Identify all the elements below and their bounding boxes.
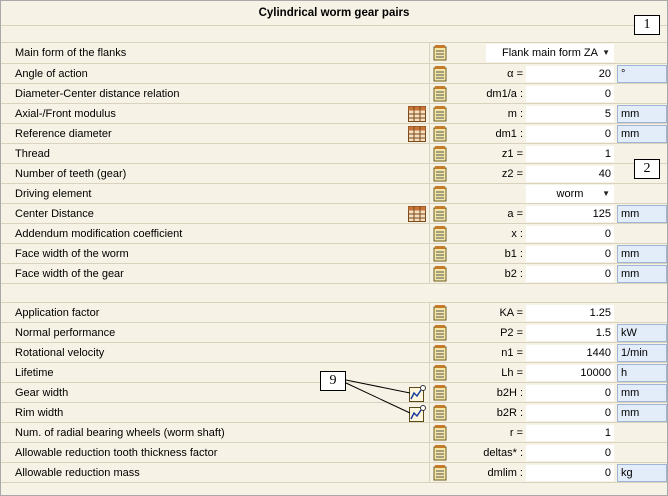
chevron-down-icon: ▼ — [602, 48, 610, 57]
row-teeth — [1, 163, 667, 184]
unit-power[interactable]: kW — [617, 324, 667, 342]
rot-velocity-input[interactable]: 1440 — [526, 345, 614, 361]
angle-action-input[interactable]: 20 — [526, 66, 614, 82]
flank-form-select[interactable]: Flank main form ZA ▼ — [486, 44, 614, 62]
row-rim-width — [1, 402, 667, 423]
notepad-icon[interactable] — [433, 266, 448, 282]
reduction-tooth-input[interactable]: 0 — [526, 445, 614, 461]
row-normal-perf — [1, 322, 667, 343]
label-angle-action: Angle of action — [15, 68, 88, 80]
label-lifetime: Lifetime — [15, 367, 54, 379]
unit-rim-width[interactable]: mm — [617, 404, 667, 422]
notepad-icon[interactable] — [433, 166, 448, 182]
notepad-icon[interactable] — [433, 106, 448, 122]
unit-angle[interactable]: ° — [617, 65, 667, 83]
label-reduction-mass: Allowable reduction mass — [15, 467, 140, 479]
thread-input[interactable]: 1 — [526, 146, 614, 162]
label-teeth: Number of teeth (gear) — [15, 168, 127, 180]
label-axial-modulus: Axial-/Front modulus — [15, 108, 116, 120]
row-app-factor — [1, 302, 667, 323]
notepad-icon[interactable] — [433, 425, 448, 441]
symbol-b2r: b2R : — [496, 407, 523, 419]
fw-worm-input[interactable]: 0 — [526, 246, 614, 262]
notepad-icon[interactable] — [433, 385, 448, 401]
normal-perf-input[interactable]: 1.5 — [526, 325, 614, 341]
row-reduction-mass — [1, 462, 667, 483]
label-gear-width: Gear width — [15, 387, 69, 399]
symbol-b1: b1 : — [504, 248, 523, 260]
label-app-factor: Application factor — [15, 307, 100, 319]
ref-diameter-input[interactable]: 0 — [526, 126, 614, 142]
axial-modulus-input[interactable]: 5 — [526, 106, 614, 122]
row-fw-worm — [1, 243, 667, 264]
table-icon[interactable] — [408, 126, 426, 142]
notepad-icon[interactable] — [433, 465, 448, 481]
notepad-icon[interactable] — [433, 86, 448, 102]
table-icon[interactable] — [408, 106, 426, 122]
center-dist-input[interactable]: 125 — [526, 206, 614, 222]
symbol-n1: n1 = — [501, 347, 523, 359]
symbol-lh: Lh = — [501, 367, 523, 379]
label-main-form: Main form of the flanks — [15, 47, 127, 59]
symbol-a: a = — [507, 208, 523, 220]
row-rot-velocity — [1, 342, 667, 363]
label-fw-worm: Face width of the worm — [15, 248, 129, 260]
symbol-b2h: b2H : — [496, 387, 523, 399]
row-ref-diameter — [1, 123, 667, 144]
unit-hours[interactable]: h — [617, 364, 667, 382]
symbol-p2: P2 = — [500, 327, 523, 339]
symbol-b2: b2 : — [504, 268, 523, 280]
symbol-z1: z1 = — [501, 148, 523, 160]
callout-1: 1 — [634, 15, 660, 35]
label-ref-diameter: Reference diameter — [15, 128, 112, 140]
unit-fw-gear[interactable]: mm — [617, 265, 667, 283]
symbol-r: r = — [509, 427, 523, 439]
label-diam-center: Diameter-Center distance relation — [15, 88, 180, 100]
unit-gear-width[interactable]: mm — [617, 384, 667, 402]
label-rot-velocity: Rotational velocity — [15, 347, 105, 359]
label-thread: Thread — [15, 148, 50, 160]
unit-ref-diameter[interactable]: mm — [617, 125, 667, 143]
notepad-icon[interactable] — [433, 325, 448, 341]
fw-gear-input[interactable]: 0 — [526, 266, 614, 282]
unit-center-dist[interactable]: mm — [617, 205, 667, 223]
notepad-icon[interactable] — [433, 246, 448, 262]
panel-title: Cylindrical worm gear pairs — [1, 1, 667, 26]
notepad-icon[interactable] — [433, 186, 448, 202]
symbol-dmlim: dmlim : — [487, 467, 523, 479]
label-driving: Driving element — [15, 188, 92, 200]
notepad-icon[interactable] — [433, 365, 448, 381]
symbol-m: m : — [507, 108, 523, 120]
diam-center-input[interactable]: 0 — [526, 86, 614, 102]
label-radial-bearing: Num. of radial bearing wheels (worm shaft) — [15, 427, 225, 439]
graph-icon[interactable] — [409, 385, 426, 402]
row-thread — [1, 143, 667, 164]
notepad-icon[interactable] — [433, 405, 448, 421]
callout-9: 9 — [320, 371, 346, 391]
label-center-dist: Center Distance — [15, 208, 94, 220]
label-normal-perf: Normal performance — [15, 327, 116, 339]
teeth-input[interactable]: 40 — [526, 166, 614, 182]
row-diam-center — [1, 83, 667, 104]
callout-2: 2 — [634, 159, 660, 179]
table-icon[interactable] — [408, 206, 426, 222]
lifetime-input[interactable]: 10000 — [526, 365, 614, 381]
graph-icon[interactable] — [409, 405, 426, 422]
notepad-icon[interactable] — [433, 66, 448, 82]
label-rim-width: Rim width — [15, 407, 64, 419]
symbol-ka: KA = — [499, 307, 523, 319]
notepad-icon[interactable] — [433, 305, 448, 321]
chevron-down-icon: ▼ — [602, 189, 610, 198]
addendum-input[interactable]: 0 — [526, 226, 614, 242]
radial-bearing-input[interactable]: 1 — [526, 425, 614, 441]
spacer-row — [1, 482, 667, 496]
label-fw-gear: Face width of the gear — [15, 268, 124, 280]
reduction-mass-input[interactable]: 0 — [526, 465, 614, 481]
unit-fw-worm[interactable]: mm — [617, 245, 667, 263]
driving-element-select[interactable]: worm ▼ — [526, 185, 614, 203]
rim-width-input[interactable]: 0 — [526, 405, 614, 421]
unit-rpm[interactable]: 1/min — [617, 344, 667, 362]
row-angle-action — [1, 63, 667, 84]
notepad-icon[interactable] — [433, 206, 448, 222]
notepad-icon[interactable] — [433, 345, 448, 361]
notepad-icon[interactable] — [433, 226, 448, 242]
symbol-dm1a: dm1/a : — [486, 88, 523, 100]
symbol-alpha: α = — [507, 68, 523, 80]
unit-modulus[interactable]: mm — [617, 105, 667, 123]
symbol-x: x : — [511, 228, 523, 240]
symbol-dm1: dm1 : — [495, 128, 523, 140]
row-axial-modulus — [1, 103, 667, 124]
label-reduction-tooth: Allowable reduction tooth thickness factor — [15, 447, 218, 459]
row-fw-gear — [1, 263, 667, 284]
row-reduction-tooth — [1, 442, 667, 463]
spacer-row — [1, 283, 667, 302]
row-addendum — [1, 223, 667, 244]
symbol-deltas: deltas* : — [483, 447, 523, 459]
label-addendum: Addendum modification coefficient — [15, 228, 183, 240]
notepad-icon[interactable] — [433, 146, 448, 162]
symbol-z2: z2 = — [501, 168, 523, 180]
notepad-icon[interactable] — [433, 445, 448, 461]
row-main-form — [1, 42, 667, 63]
gear-width-input[interactable]: 0 — [526, 385, 614, 401]
row-center-dist — [1, 203, 667, 224]
unit-mass[interactable]: kg — [617, 464, 667, 482]
row-radial-bearing — [1, 422, 667, 443]
app-factor-input[interactable]: 1.25 — [526, 305, 614, 321]
notepad-icon[interactable] — [433, 45, 448, 61]
row-driving — [1, 183, 667, 204]
notepad-icon[interactable] — [433, 126, 448, 142]
